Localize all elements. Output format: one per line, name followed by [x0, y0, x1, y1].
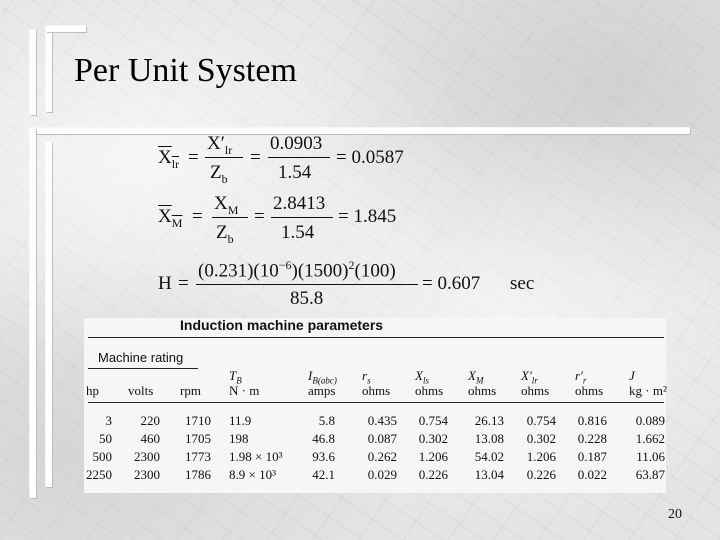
- table-cell: 0.087: [367, 431, 397, 446]
- slide-title: Per Unit System: [74, 52, 297, 89]
- table-cell: 0.089: [635, 413, 665, 428]
- table-cell: 13.08: [474, 431, 504, 446]
- h-lhs: H: [158, 273, 172, 294]
- table-cell: 11.06: [636, 449, 665, 464]
- table-cell: 1.206: [526, 449, 556, 464]
- table-cell: 50: [99, 431, 112, 446]
- column-header-symbol-text: I: [308, 368, 313, 383]
- table-cell: 13.04: [474, 467, 504, 482]
- column-header-subscript: lr: [531, 375, 538, 386]
- xlr-num-sym: $X'_{lr}$: [207, 133, 233, 157]
- table-cell: 0.754: [418, 413, 448, 428]
- table-rule-top: [88, 337, 664, 338]
- fraction-line: [268, 157, 330, 158]
- equals-sign: =: [192, 206, 203, 227]
- h-unit: sec: [510, 273, 535, 294]
- table-cell: 54.02: [474, 449, 504, 464]
- table-cell: 0.022: [577, 467, 607, 482]
- column-header-subscript: M: [475, 375, 484, 386]
- h-numerator: $(0.231)(10^{-6})(1500)^2(100)$: [198, 258, 396, 282]
- column-header-symbol-text: T: [229, 368, 237, 383]
- frame-bar-top-horizontal: [46, 26, 86, 32]
- table-cell: 1705: [185, 431, 211, 446]
- table-cell: 0.816: [577, 413, 607, 428]
- table-cell: 5.8: [318, 413, 335, 428]
- column-header-unit: hp: [86, 383, 99, 398]
- table-cell: 220: [140, 413, 160, 428]
- xlr-num-val: 0.0903: [270, 133, 323, 154]
- table-cell: 0.435: [367, 413, 397, 428]
- table-cell: 8.9 × 10³: [229, 467, 276, 482]
- equals-sign: =: [254, 206, 265, 227]
- column-header-unit: volts: [128, 383, 154, 398]
- table-cell: 2300: [134, 449, 160, 464]
- table-cell: 0.754: [526, 413, 556, 428]
- table-cell: 0.226: [526, 467, 556, 482]
- xlr-den-sym: $Z_b$: [210, 162, 228, 186]
- frame-bar-content-vertical: [30, 128, 36, 498]
- xm-num-val: 2.8413: [273, 193, 326, 214]
- table-cell: 0.029: [367, 467, 397, 482]
- equals-sign: =: [188, 147, 199, 168]
- frame-bar-top-left-vertical-inner: [46, 26, 52, 112]
- table-cell: 0.228: [577, 431, 607, 446]
- xlr-lhs: $X_{lr}$: [158, 147, 180, 171]
- table-title: Induction machine parameters: [180, 317, 384, 333]
- column-header-unit: ohms: [521, 383, 550, 398]
- table-cell: 11.9: [229, 413, 252, 428]
- table-cell: 2300: [134, 467, 160, 482]
- column-header-unit: ohms: [575, 383, 604, 398]
- table-cell: 1.206: [418, 449, 448, 464]
- equals-sign: =: [178, 273, 189, 294]
- equation-h: [158, 255, 558, 315]
- h-denominator: 85.8: [290, 288, 324, 309]
- xm-den-sym: $Z_b$: [216, 222, 234, 246]
- xm-num-sym: $X_M$: [214, 193, 239, 217]
- equals-sign: =: [250, 147, 261, 168]
- column-header-unit: rpm: [180, 383, 201, 398]
- table-cell: 0.262: [367, 449, 397, 464]
- frame-bar-content-vertical-inner: [46, 142, 52, 487]
- h-result: = 0.607: [422, 273, 481, 294]
- fraction-line: [271, 217, 333, 218]
- column-header-subscript: ls: [422, 375, 429, 386]
- group-header-rule: [88, 368, 198, 369]
- fraction-line: [196, 284, 418, 285]
- column-header-symbol-text: r: [362, 368, 368, 383]
- table-cell: 0.187: [577, 449, 607, 464]
- column-header-symbol-text: r′: [575, 368, 583, 383]
- page-number: 20: [668, 507, 682, 522]
- column-header-unit: amps: [308, 383, 336, 398]
- equation-xlr: [158, 130, 458, 190]
- group-header: Machine rating: [98, 350, 184, 365]
- xm-den-val: 1.54: [281, 222, 315, 243]
- column-header-symbol: [629, 368, 635, 384]
- column-header-symbol-text: X: [415, 368, 423, 383]
- table-cell: 500: [92, 449, 112, 464]
- table-cell: 198: [229, 431, 249, 446]
- fraction-line: [212, 217, 248, 218]
- table-cell: 1773: [185, 449, 211, 464]
- table-cell: 1710: [185, 413, 211, 428]
- table-cell: 63.87: [635, 467, 665, 482]
- column-header-symbol-text: X: [468, 368, 476, 383]
- table-cell: 3: [105, 413, 112, 428]
- table-cell: 0.302: [526, 431, 556, 446]
- column-header-unit: ohms: [468, 383, 497, 398]
- table-cell: 1.98 × 10³: [229, 449, 283, 464]
- xm-lhs: $X_M$: [158, 206, 183, 230]
- xlr-den-val: 1.54: [278, 162, 312, 183]
- column-header-subscript: B: [236, 375, 242, 386]
- column-header-symbol-text: J: [629, 368, 635, 383]
- xlr-result: = 0.0587: [336, 147, 404, 168]
- table-cell: 42.1: [312, 467, 335, 482]
- column-header-subscript: B(abc): [312, 375, 337, 386]
- table-cell: 460: [140, 431, 160, 446]
- column-header-subscript: r: [582, 375, 587, 386]
- table-cell: 1786: [185, 467, 211, 482]
- table-rule-header: [88, 402, 664, 403]
- table-cell: 0.302: [418, 431, 448, 446]
- equation-xm: [158, 192, 458, 252]
- column-header-unit: kg · m²: [629, 383, 667, 398]
- table-cell: 93.6: [312, 449, 335, 464]
- table-cell: 26.13: [474, 413, 504, 428]
- column-header-unit: ohms: [362, 383, 391, 398]
- table-cell: 46.8: [312, 431, 335, 446]
- fraction-line: [205, 157, 243, 158]
- column-header-unit: ohms: [415, 383, 444, 398]
- table-cell: 1.662: [635, 431, 665, 446]
- induction-machine-parameters-table: [84, 318, 666, 493]
- frame-bar-top-left-vertical: [30, 30, 36, 115]
- table-cell: 2250: [86, 467, 112, 482]
- xm-result: = 1.845: [338, 206, 397, 227]
- column-header-subscript: s: [367, 375, 371, 386]
- table-cell: 0.226: [418, 467, 448, 482]
- column-header-unit: N · m: [229, 383, 260, 398]
- column-header-symbol-text: X′: [521, 368, 532, 383]
